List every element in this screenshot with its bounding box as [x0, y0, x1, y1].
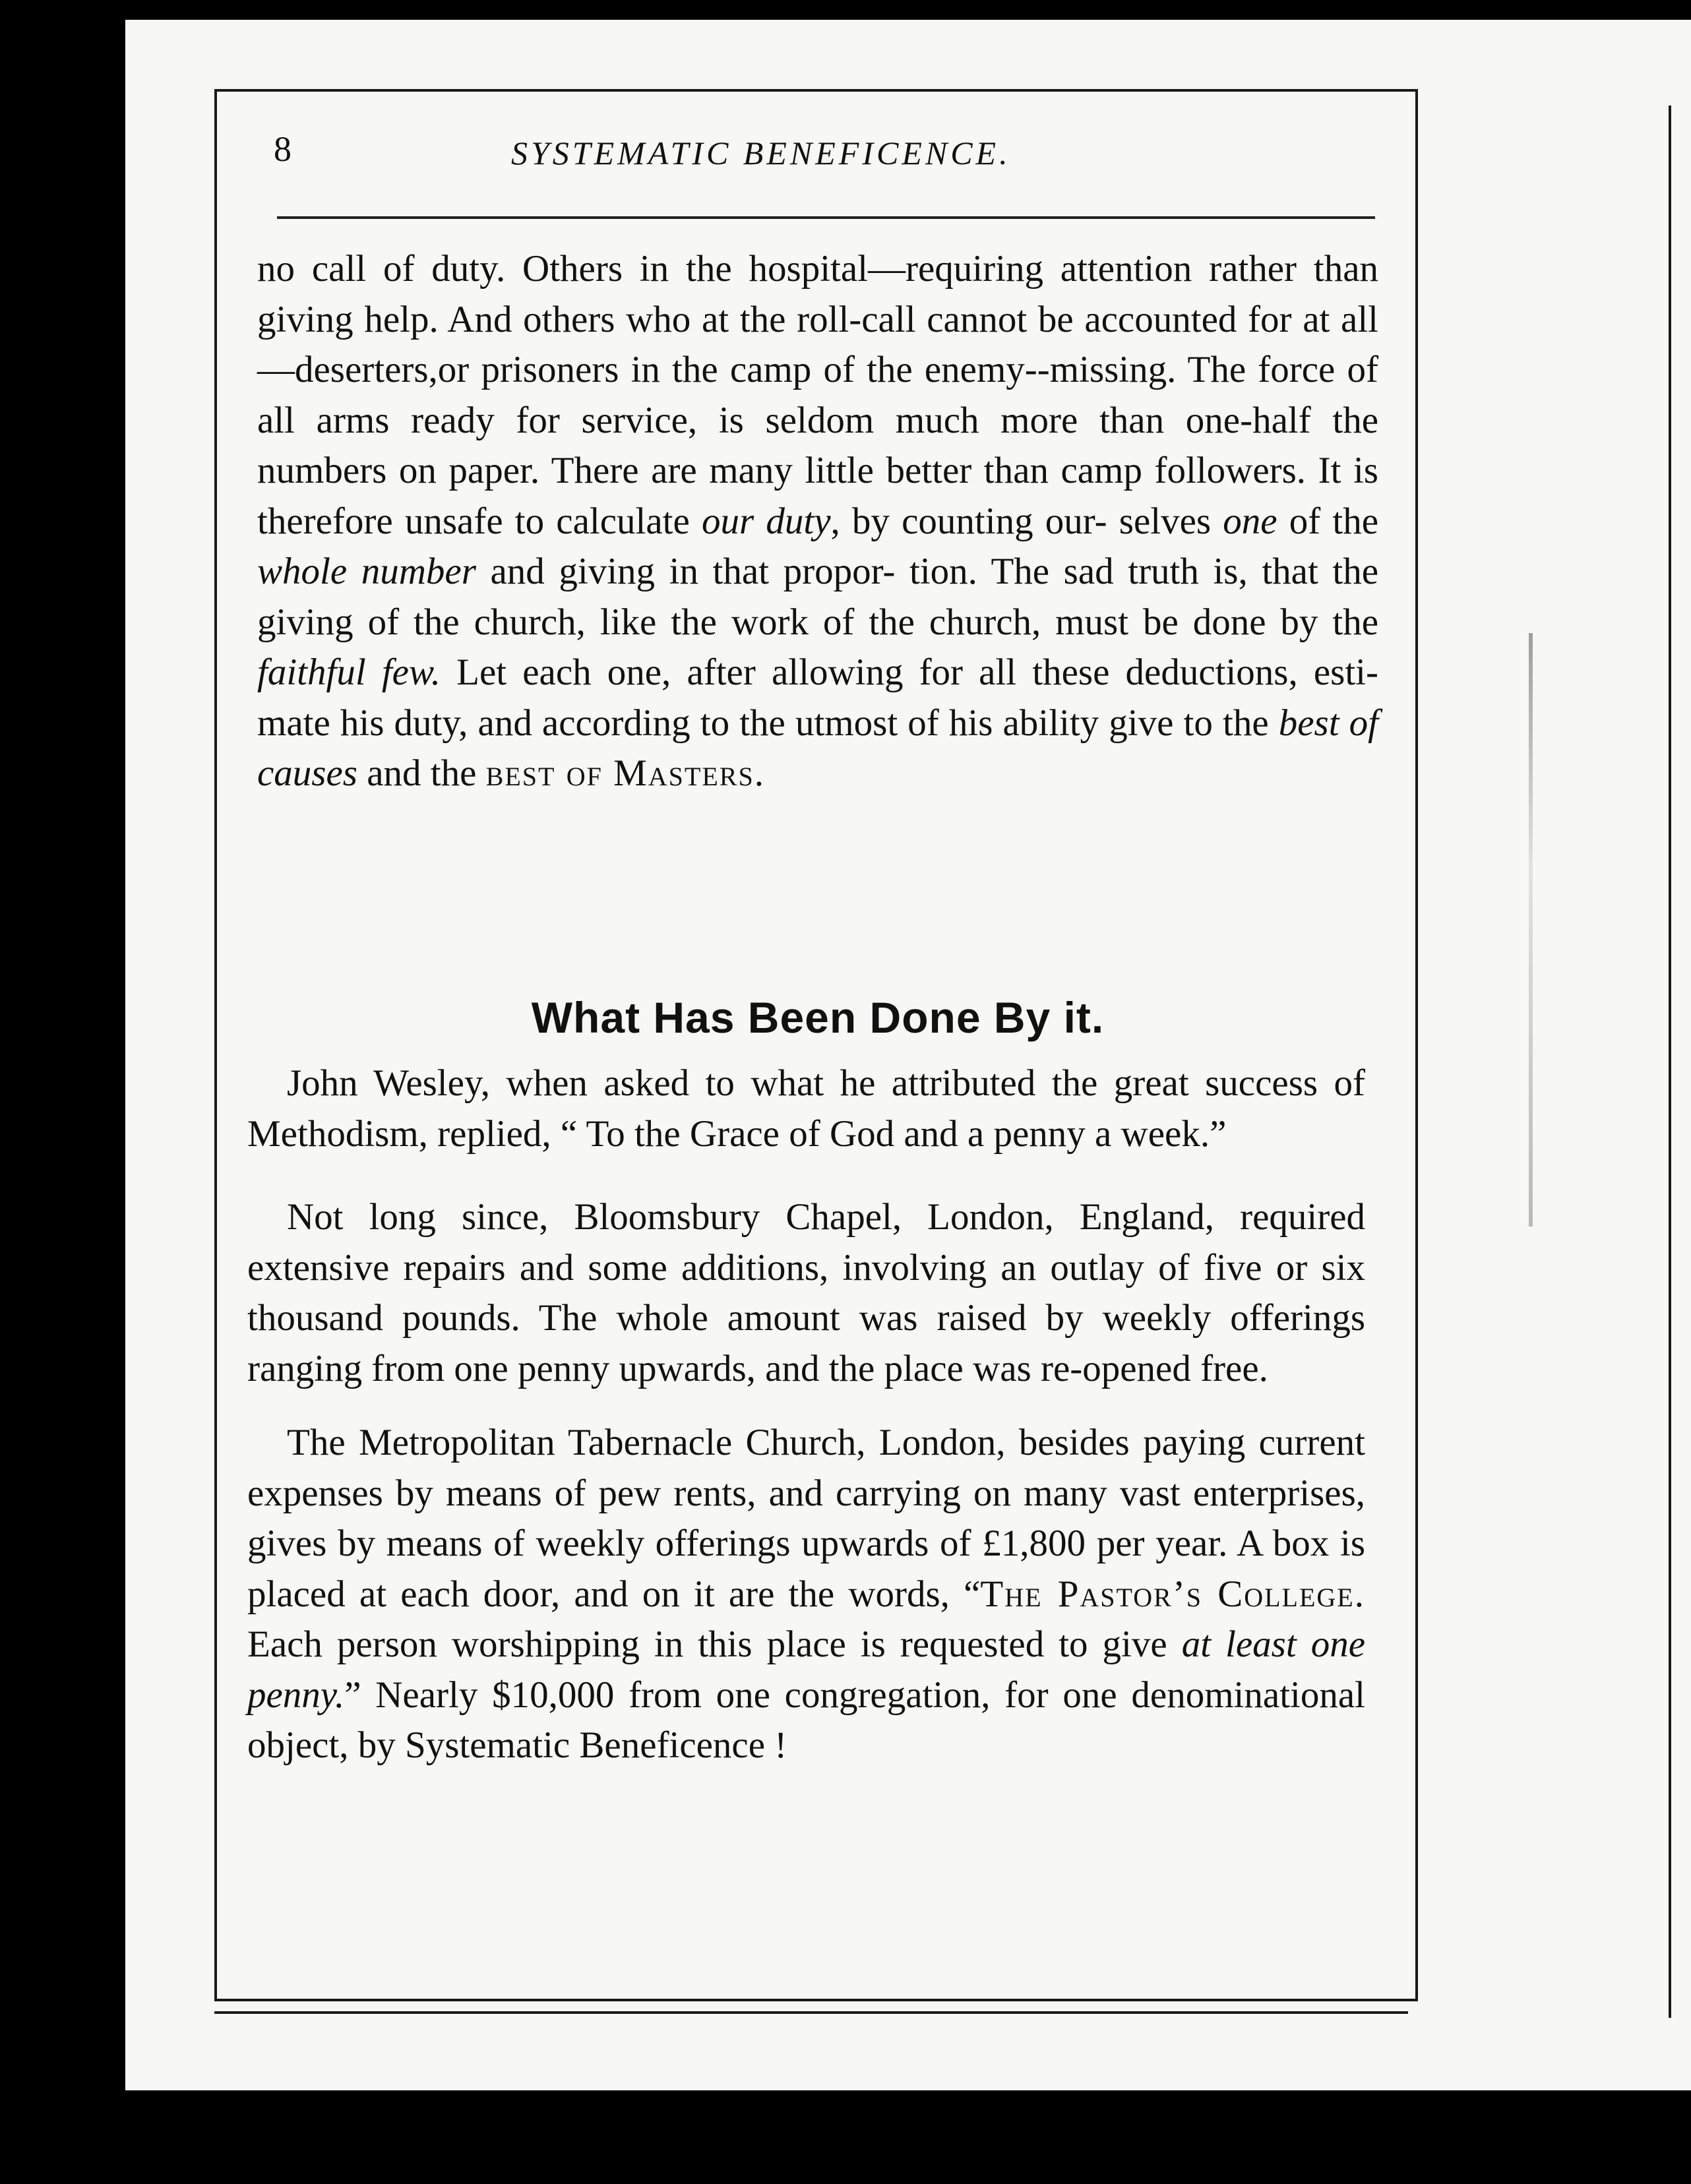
section-body [247, 1058, 1365, 1804]
continuation-paragraph [257, 244, 1378, 900]
text-line: on paper. There are many little better than camp followers. [398, 450, 1307, 491]
small-caps-best-of-masters: best of Masters. [485, 752, 765, 794]
small-caps-pastors-college: The Pastor’s College. [980, 1573, 1365, 1615]
emphasis-at-least-one-penny: at least one penny. [247, 1623, 1365, 1716]
paragraph-tabernacle [247, 1418, 1365, 1771]
text-line: , by counting our- [830, 500, 1107, 542]
text-line: the work of the church, must be done by the [671, 601, 1379, 643]
text-line: tion. The sad truth is, that the giving of the church, like [257, 551, 1379, 643]
text-line: camp of the enemy--missing. The force of all arms ready [257, 349, 1378, 441]
text-line: It is therefore unsafe to calculate [257, 450, 1378, 542]
text-line: cannot be accounted for at all—deserters,or prisoners in the [257, 298, 1378, 390]
paragraph-wesley: John Wesley, when asked to what he attributed the great success of Methodism, replied, “ To the Grace of God and a penny a week.” [247, 1062, 1365, 1155]
text-line: and giving in that propor- [490, 551, 896, 592]
text-line: for service, is seldom much more than one-half the numbers [257, 399, 1378, 491]
text-line: no call of duty. Others in the hospital—requiring attention [257, 248, 1192, 289]
text-span: Each person worshipping in this place is requested to give [247, 1623, 1182, 1665]
running-title: SYSTEMATIC BENEFICENCE. [511, 135, 1011, 171]
header-rule [277, 216, 1375, 219]
page-number: 8 [274, 129, 292, 169]
emphasis-whole-number: whole number [257, 551, 476, 592]
text-line: rather than giving help. And others who at the roll-call [257, 248, 1378, 340]
text-span: The Metropolitan Tabernacle Church, London, besides paying current expenses by means of pew rents, and carrying on many vast enterprises, gives by means of weekly offerings upwards of £1,800 per year. A box is placed at each door, and on it are the words, “ [247, 1422, 1365, 1615]
text-line: and the [367, 752, 477, 794]
text-span: ” Nearly $10,000 from one congregation, for one denominational object, by Systematic Beneficence ! [247, 1674, 1365, 1766]
text-line: of the [1289, 500, 1379, 542]
adjacent-page-edge [1669, 106, 1671, 2018]
paragraph-bloomsbury: Not long since, Bloomsbury Chapel, London, England, required extensive repairs and some additions, involving an outlay of five or six thousand pounds. The whole amount was raised by weekly offerings ranging from one penny upwards, and the place was re-opened free. [247, 1196, 1365, 1389]
continuation-text [257, 244, 1378, 900]
text-line: give to the [1109, 702, 1269, 744]
text-line: mate his duty, and according to the utmost of his ability [257, 702, 1099, 744]
emphasis-faithful-few: faithful few. [257, 652, 441, 693]
page-border-bottom-rule [214, 2011, 1408, 2014]
emphasis-one: one [1223, 500, 1277, 542]
section-heading: What Has Been Done By it. [531, 992, 1105, 1042]
emphasis-our-duty: our duty [702, 500, 831, 542]
page-header [274, 129, 1375, 181]
text-line: selves [1119, 500, 1212, 542]
text-line: Let each one, after allowing for all these deductions, esti- [456, 652, 1379, 693]
emphasis-best-of-causes: best of causes [257, 702, 1379, 794]
binding-shadow [1529, 633, 1533, 1227]
